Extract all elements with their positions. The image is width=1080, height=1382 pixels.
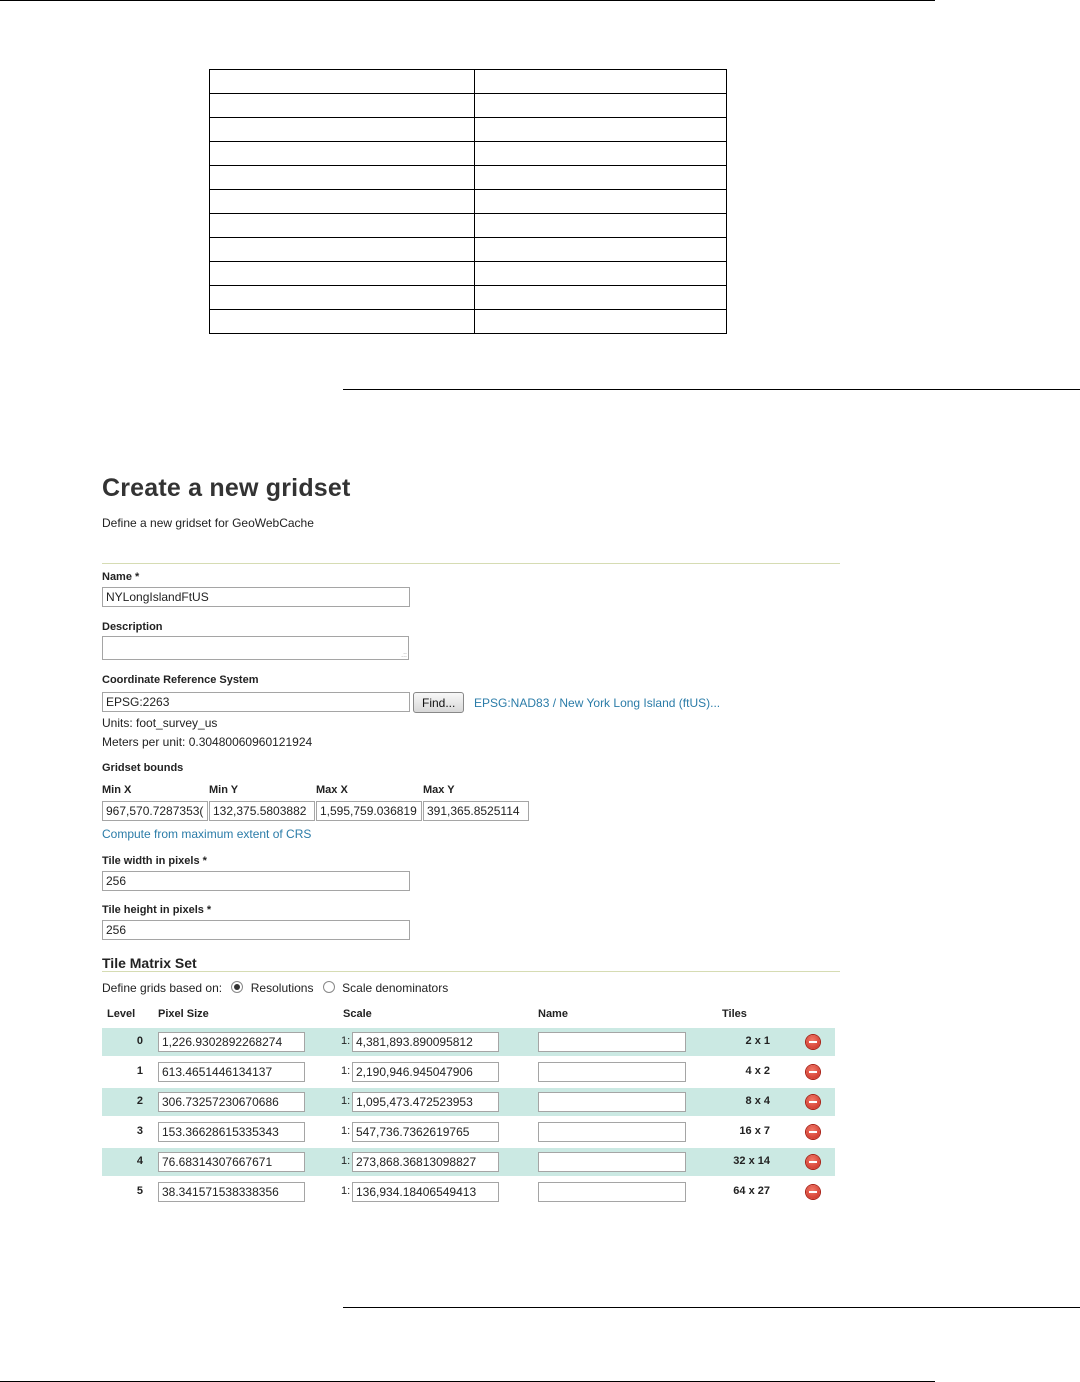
row-name-input[interactable] xyxy=(538,1062,686,1082)
description-box xyxy=(102,636,409,660)
pixel-size-input[interactable] xyxy=(158,1032,305,1052)
blank-table-cell xyxy=(475,190,727,214)
remove-level-icon[interactable] xyxy=(806,1185,820,1199)
blank-table-cell xyxy=(210,310,475,334)
blank-table-row xyxy=(210,142,727,166)
tile-matrix-divider xyxy=(102,971,840,972)
scale-prefix: 1: xyxy=(341,1185,351,1197)
tile-matrix-row xyxy=(102,1178,835,1206)
row-level: 3 xyxy=(136,1125,143,1137)
blank-table-cell xyxy=(210,118,475,142)
scale-input[interactable] xyxy=(352,1122,499,1142)
page-title: Create a new gridset xyxy=(102,474,351,502)
blank-table-cell xyxy=(475,310,727,334)
blank-table-row xyxy=(210,190,727,214)
blank-table-cell xyxy=(210,286,475,310)
blank-table-cell xyxy=(210,262,475,286)
description-label: Description xyxy=(102,621,163,633)
name-input[interactable] xyxy=(102,587,410,607)
row-level: 2 xyxy=(136,1095,143,1107)
remove-level-icon[interactable] xyxy=(806,1125,820,1139)
bounds-label: Gridset bounds xyxy=(102,762,184,774)
crs-input[interactable] xyxy=(102,692,410,712)
define-grids-label: Define grids based on: xyxy=(102,981,223,995)
col-header-level: Level xyxy=(107,1008,136,1020)
resize-grip-icon[interactable]: .:: xyxy=(401,652,407,659)
pixel-size-input[interactable] xyxy=(158,1092,305,1112)
blank-table-row xyxy=(210,310,727,334)
blank-table-cell xyxy=(475,262,727,286)
tile-matrix-row xyxy=(102,1118,835,1146)
tile-matrix-row xyxy=(102,1028,835,1056)
scale-denominators-radio[interactable] xyxy=(323,981,335,993)
bounds-header-minx: Min X xyxy=(102,784,132,796)
top-rule xyxy=(0,0,935,1)
compute-extent-link[interactable]: Compute from maximum extent of CRS xyxy=(102,827,312,841)
scale-denominators-option-label[interactable]: Scale denominators xyxy=(342,981,449,995)
scale-input[interactable] xyxy=(352,1182,499,1202)
blank-table-row xyxy=(210,94,727,118)
blank-table-cell xyxy=(475,238,727,262)
blank-table-row xyxy=(210,70,727,94)
row-name-input[interactable] xyxy=(538,1092,686,1112)
pixel-size-input[interactable] xyxy=(158,1122,305,1142)
blank-table-cell xyxy=(475,142,727,166)
name-label: Name * xyxy=(102,571,140,583)
scale-prefix: 1: xyxy=(341,1065,351,1077)
scale-input[interactable] xyxy=(352,1152,499,1172)
remove-level-icon[interactable] xyxy=(806,1065,820,1079)
row-level: 0 xyxy=(136,1035,143,1047)
col-header-pixel-size: Pixel Size xyxy=(158,1008,209,1020)
blank-table-row xyxy=(210,238,727,262)
tile-height-input[interactable] xyxy=(102,920,410,940)
resolutions-option-label[interactable]: Resolutions xyxy=(250,981,314,995)
bounds-miny-input[interactable] xyxy=(209,801,315,821)
page-subtitle: Define a new gridset for GeoWebCache xyxy=(102,516,314,530)
find-button[interactable]: Find... xyxy=(413,692,464,713)
scale-input[interactable] xyxy=(352,1092,499,1112)
blank-table-cell xyxy=(210,238,475,262)
separator-rule-2 xyxy=(343,1307,1080,1308)
bounds-header-miny: Min Y xyxy=(209,784,239,796)
bounds-minx-input[interactable] xyxy=(102,801,208,821)
blank-table-cell xyxy=(475,94,727,118)
tile-matrix-row xyxy=(102,1058,835,1086)
blank-table-cell xyxy=(210,142,475,166)
scale-input[interactable] xyxy=(352,1062,499,1082)
crs-description-link[interactable]: EPSG:NAD83 / New York Long Island (ftUS)... xyxy=(474,696,721,710)
blank-table-row xyxy=(210,118,727,142)
header-divider xyxy=(102,563,840,564)
blank-table-cell xyxy=(210,70,475,94)
separator-rule-1 xyxy=(343,389,1080,390)
description-textarea[interactable] xyxy=(102,636,409,660)
scale-prefix: 1: xyxy=(341,1095,351,1107)
scale-prefix: 1: xyxy=(341,1035,351,1047)
resolutions-radio[interactable] xyxy=(231,981,243,993)
row-level: 1 xyxy=(136,1065,143,1077)
tile-matrix-row xyxy=(102,1088,835,1116)
tile-matrix-title: Tile Matrix Set xyxy=(102,955,197,971)
blank-table-cell xyxy=(210,166,475,190)
blank-table-row xyxy=(210,166,727,190)
scale-prefix: 1: xyxy=(341,1155,351,1167)
remove-level-icon[interactable] xyxy=(806,1035,820,1049)
blank-table-cell xyxy=(210,214,475,238)
col-header-name: Name xyxy=(538,1008,568,1020)
tile-matrix-row xyxy=(102,1148,835,1176)
crs-meters-per-unit: Meters per unit: 0.30480060960121924 xyxy=(102,735,313,749)
row-level: 5 xyxy=(136,1185,143,1197)
bounds-header-maxx: Max X xyxy=(316,784,348,796)
row-name-input[interactable] xyxy=(538,1122,686,1142)
tile-height-label: Tile height in pixels * xyxy=(102,904,212,916)
col-header-scale: Scale xyxy=(343,1008,372,1020)
remove-level-icon[interactable] xyxy=(806,1155,820,1169)
row-tiles: 32 x 14 xyxy=(733,1155,770,1167)
row-tiles: 2 x 1 xyxy=(745,1035,770,1047)
tile-width-label: Tile width in pixels * xyxy=(102,855,207,867)
blank-table-row xyxy=(210,262,727,286)
blank-table-cell xyxy=(210,190,475,214)
blank-table-cell xyxy=(475,118,727,142)
bounds-header-maxy: Max Y xyxy=(423,784,455,796)
bounds-maxy-input[interactable] xyxy=(423,801,529,821)
pixel-size-input[interactable] xyxy=(158,1152,305,1172)
crs-units: Units: foot_survey_us xyxy=(102,716,218,730)
row-tiles: 16 x 7 xyxy=(739,1125,770,1137)
blank-table xyxy=(209,69,727,334)
gridset-form-screenshot xyxy=(102,470,842,1197)
col-header-tiles: Tiles xyxy=(722,1008,747,1020)
blank-table-row xyxy=(210,214,727,238)
blank-table-row xyxy=(210,286,727,310)
blank-table-cell xyxy=(475,70,727,94)
row-tiles: 4 x 2 xyxy=(745,1065,770,1077)
row-name-input[interactable] xyxy=(538,1182,686,1202)
remove-level-icon[interactable] xyxy=(806,1095,820,1109)
tile-width-input[interactable] xyxy=(102,871,410,891)
crs-label: Coordinate Reference System xyxy=(102,674,259,686)
blank-table-cell xyxy=(475,214,727,238)
scale-input[interactable] xyxy=(352,1032,499,1052)
row-tiles: 8 x 4 xyxy=(745,1095,770,1107)
define-grids-row xyxy=(102,981,448,995)
row-name-input[interactable] xyxy=(538,1032,686,1052)
row-tiles: 64 x 27 xyxy=(733,1185,770,1197)
pixel-size-input[interactable] xyxy=(158,1062,305,1082)
blank-table-cell xyxy=(210,94,475,118)
bounds-maxx-input[interactable] xyxy=(316,801,422,821)
scale-prefix: 1: xyxy=(341,1125,351,1137)
row-level: 4 xyxy=(136,1155,143,1167)
row-name-input[interactable] xyxy=(538,1152,686,1172)
blank-table-cell xyxy=(475,286,727,310)
pixel-size-input[interactable] xyxy=(158,1182,305,1202)
blank-table-cell xyxy=(475,166,727,190)
